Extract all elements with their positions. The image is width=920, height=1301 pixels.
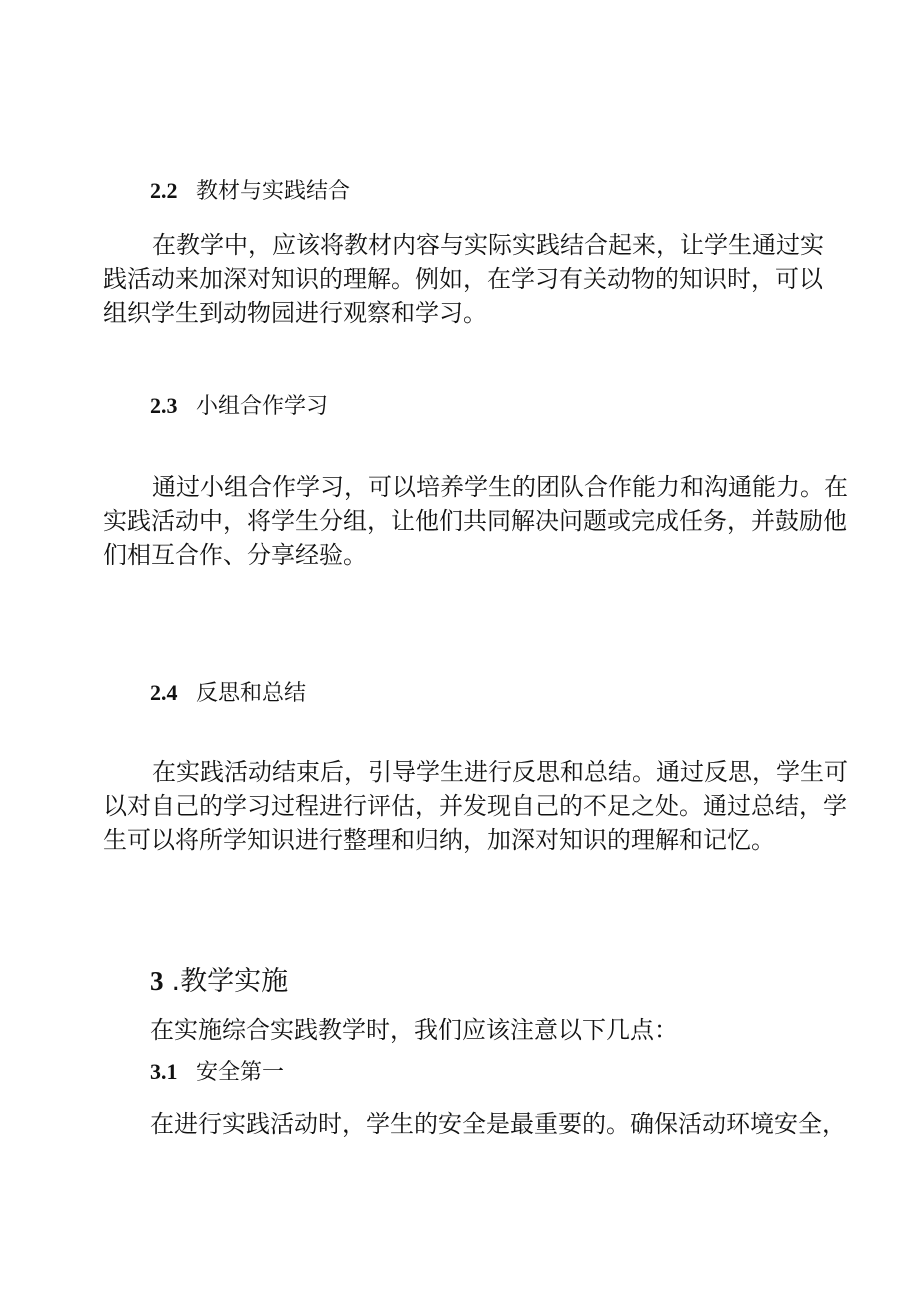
chapter-title: .教学实施 — [171, 966, 289, 997]
paragraph-line: 通过小组合作学习，可以培养学生的团队合作能力和沟通能力。在 — [152, 473, 848, 501]
paragraph-line: 在进行实践活动时，学生的安全是最重要的。确保活动环境安全， — [150, 1110, 846, 1138]
section-number: 2.3 — [150, 393, 178, 418]
paragraph-line: 在教学中，应该将教材内容与实际实践结合起来，让学生通过实 — [152, 231, 824, 259]
section-title: 反思和总结 — [196, 681, 307, 706]
paragraph-line: 践活动来加深对知识的理解。例如，在学习有关动物的知识时，可以 — [103, 265, 823, 293]
paragraph-line: 们相互合作、分享经验。 — [103, 541, 367, 569]
paragraph-line: 在实施综合实践教学时，我们应该注意以下几点： — [150, 1016, 678, 1044]
section-paragraph-3-1 — [150, 1107, 846, 1141]
paragraph-line: 组织学生到动物园进行观察和学习。 — [103, 299, 487, 327]
chapter-heading-3 — [150, 963, 288, 1000]
section-heading-3-1 — [150, 1057, 284, 1088]
section-number: 2.2 — [150, 178, 178, 203]
section-title: 小组合作学习 — [196, 394, 329, 419]
section-title: 教材与实践结合 — [196, 179, 351, 204]
section-heading-2-4 — [150, 678, 306, 709]
paragraph-line: 实践活动中，将学生分组，让他们共同解决问题或完成任务，并鼓励他 — [103, 507, 847, 535]
section-paragraph-2-2 — [103, 228, 824, 330]
paragraph-line: 在实践活动结束后，引导学生进行反思和总结。通过反思，学生可 — [152, 758, 848, 786]
section-number: 3.1 — [150, 1059, 178, 1084]
section-paragraph-2-4 — [103, 755, 848, 857]
section-heading-2-2 — [150, 176, 350, 207]
paragraph-line: 生可以将所学知识进行整理和归纳，加深对知识的理解和记忆。 — [103, 826, 775, 854]
paragraph-line: 以对自己的学习过程进行评估，并发现自己的不足之处。通过总结，学 — [103, 792, 847, 820]
chapter-intro — [150, 1013, 815, 1047]
section-heading-2-3 — [150, 391, 328, 422]
section-paragraph-2-3 — [103, 470, 848, 572]
chapter-number: 3 — [150, 966, 164, 996]
section-title: 安全第一 — [196, 1060, 285, 1085]
section-number: 2.4 — [150, 680, 178, 705]
